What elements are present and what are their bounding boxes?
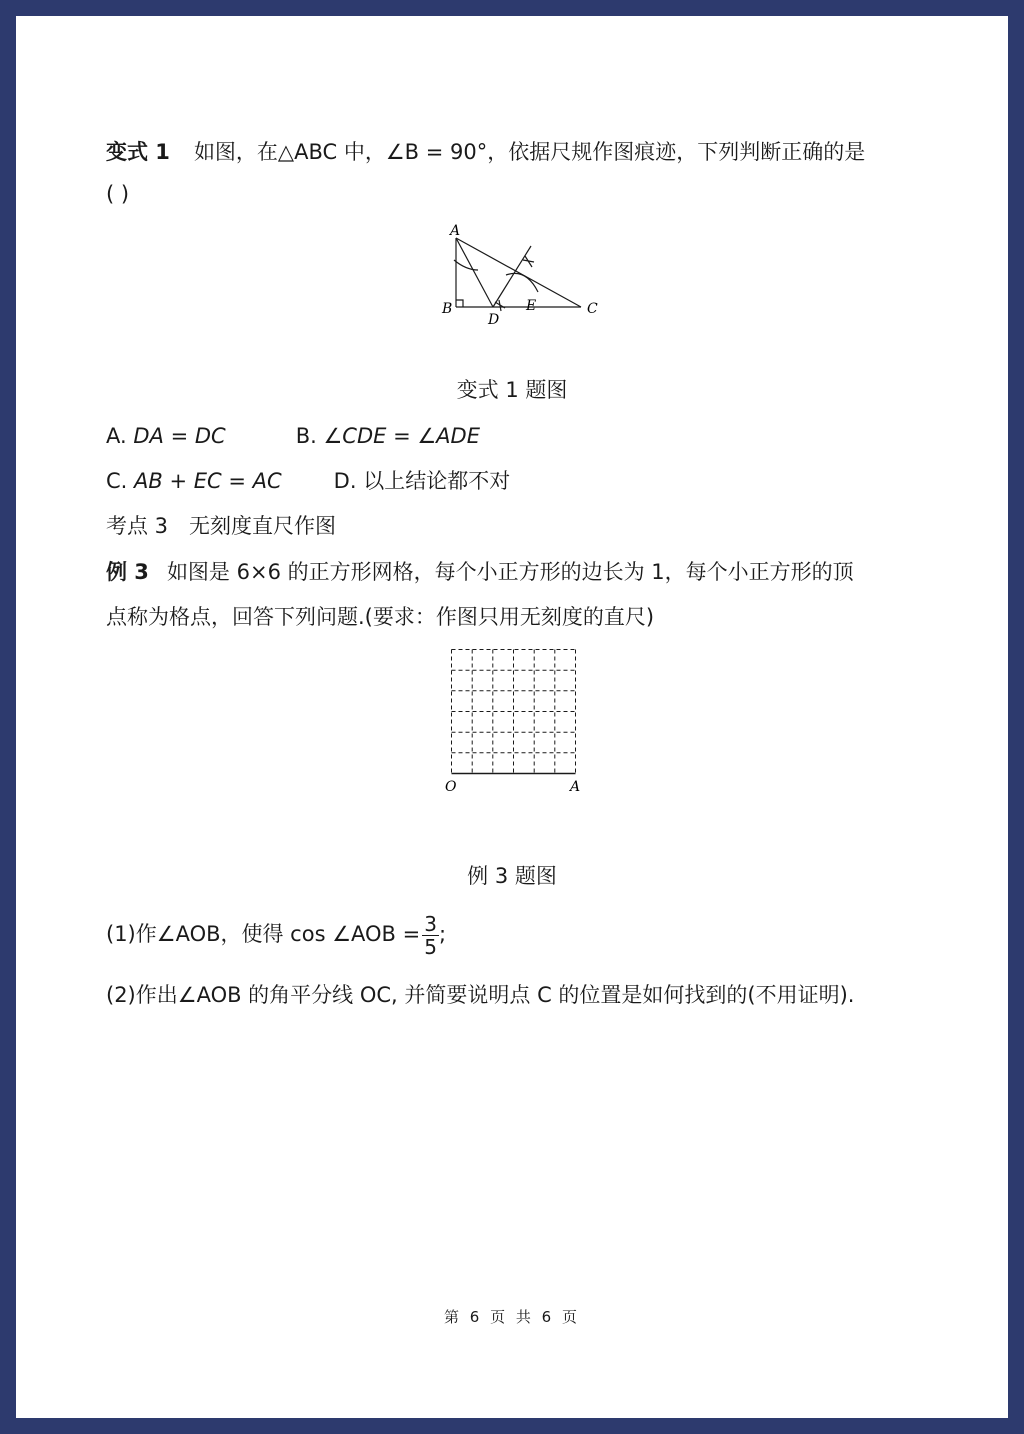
triangle-figure bbox=[436, 218, 616, 330]
section-title: 考点 3 无刻度直尺作图 bbox=[106, 514, 337, 538]
label-c: C bbox=[587, 301, 598, 317]
option-c-text: AB + EC = AC bbox=[134, 469, 282, 493]
label-d: D bbox=[488, 312, 500, 328]
option-a-text: DA = DC bbox=[133, 424, 226, 448]
arc-near-a bbox=[454, 260, 478, 270]
variant-question-text: 如图，在△ABC 中，∠B = 90°，依据尺规作图痕迹，下列判断正确的是 bbox=[193, 140, 866, 164]
example-text-1: 如图是 6×6 的正方形网格，每个小正方形的边长为 1，每个小正方形的顶 bbox=[166, 560, 854, 584]
label-a: A bbox=[450, 223, 461, 239]
options-row-2 bbox=[106, 466, 510, 496]
example-label: 例 3 bbox=[106, 560, 149, 584]
option-b-text: ∠CDE = ∠ADE bbox=[323, 424, 480, 448]
option-b-letter: B. bbox=[295, 424, 317, 448]
label-e: E bbox=[526, 298, 537, 314]
variant-caption: 变式 1 题图 bbox=[456, 378, 568, 402]
label-a-grid: A bbox=[570, 779, 581, 795]
fraction-three-fifths bbox=[422, 913, 439, 958]
grid-figure bbox=[436, 644, 596, 796]
option-c-letter: C. bbox=[106, 469, 128, 493]
example-line-1 bbox=[106, 557, 854, 587]
page-footer: 第 6 页 共 6 页 bbox=[444, 1308, 580, 1326]
right-angle-mark bbox=[456, 300, 463, 307]
arc-on-ac bbox=[506, 273, 538, 292]
question-1-suffix: ; bbox=[438, 922, 447, 946]
answer-paren: ( ) bbox=[106, 182, 130, 206]
question-1-text: (1)作∠AOB，使得 cos ∠AOB = bbox=[106, 922, 421, 946]
option-d-text: 以上结论都不对 bbox=[363, 469, 511, 493]
variant-question-line bbox=[106, 137, 865, 167]
option-d-letter: D. bbox=[333, 469, 357, 493]
label-b: B bbox=[442, 301, 453, 317]
example-line-2: 点称为格点，回答下列问题.(要求：作图只用无刻度的直尺) bbox=[106, 605, 655, 629]
document-page bbox=[16, 16, 1008, 1418]
options-row-1 bbox=[106, 421, 480, 451]
fraction-denominator: 5 bbox=[424, 934, 437, 959]
variant-label: 变式 1 bbox=[106, 140, 170, 164]
question-1 bbox=[106, 912, 446, 958]
fraction-numerator: 3 bbox=[424, 911, 437, 936]
option-a-letter: A. bbox=[106, 424, 127, 448]
label-o: O bbox=[445, 779, 457, 795]
example-caption: 例 3 题图 bbox=[467, 864, 557, 888]
question-2: (2)作出∠AOB 的角平分线 OC, 并简要说明点 C 的位置是如何找到的(不用证明). bbox=[106, 983, 855, 1007]
